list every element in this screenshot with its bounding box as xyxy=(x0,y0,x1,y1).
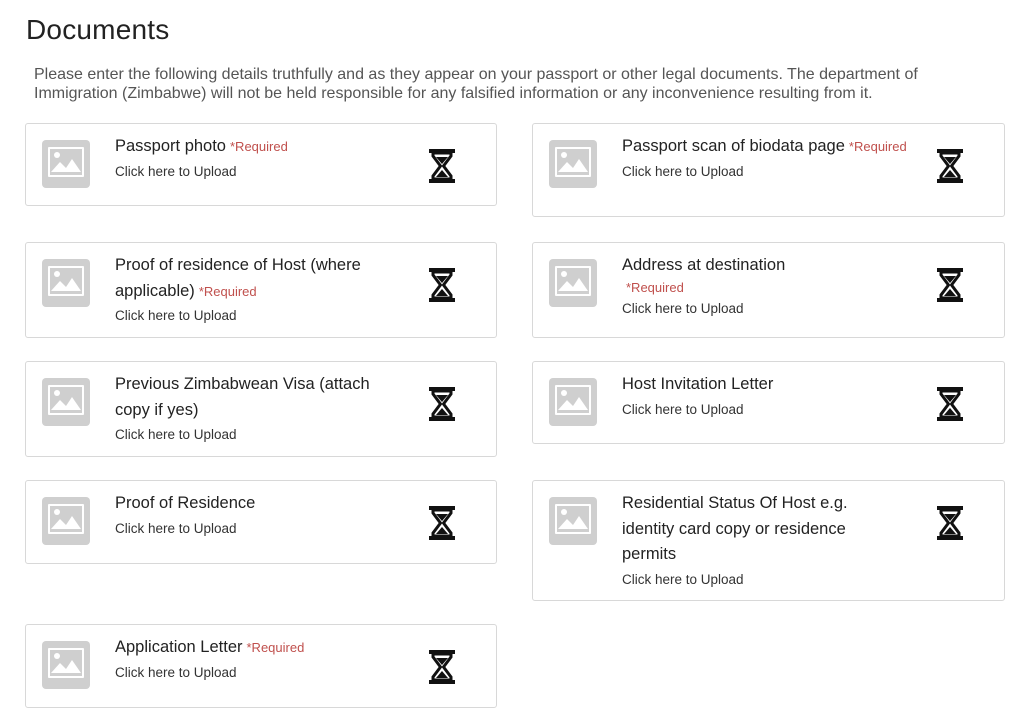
upload-card-address-destination[interactable] xyxy=(532,242,1005,338)
required-marker: *Required xyxy=(246,640,305,655)
hourglass-icon xyxy=(936,505,964,541)
upload-card-text xyxy=(115,635,406,683)
upload-card-proof-residence-host[interactable] xyxy=(25,242,497,338)
upload-card-previous-visa[interactable] xyxy=(25,361,497,457)
intro-text: Please enter the following details truthfully and as they appear on your passport or other legal documents. The department of Immigration (Zimbabwe) will not be held responsible for any falsified information or any inconvenience resulting from it. xyxy=(34,66,918,102)
required-marker: *Required xyxy=(848,139,907,154)
upload-link[interactable]: Click here to Upload xyxy=(115,427,237,442)
image-placeholder-icon xyxy=(549,378,597,426)
upload-card-text xyxy=(622,372,914,420)
upload-card-text xyxy=(622,134,914,182)
upload-card-text xyxy=(115,134,406,182)
upload-link[interactable]: Click here to Upload xyxy=(622,401,744,417)
document-label: Previous Zimbabwean Visa (attach copy if yes) xyxy=(115,375,370,419)
hourglass-icon xyxy=(936,267,964,303)
document-label: Passport photo xyxy=(115,137,226,155)
required-marker: *Required xyxy=(626,279,684,295)
upload-link[interactable]: Click here to Upload xyxy=(115,163,237,179)
image-placeholder-icon xyxy=(549,497,597,545)
hourglass-icon xyxy=(428,386,456,422)
hourglass-icon xyxy=(428,267,456,303)
document-label: Host Invitation Letter xyxy=(622,375,774,393)
upload-card-text xyxy=(622,491,854,590)
page-title: Documents xyxy=(26,14,170,45)
hourglass-icon xyxy=(428,148,456,184)
upload-card-host-invitation[interactable] xyxy=(532,361,1005,444)
document-label: Address at destination xyxy=(622,256,786,274)
document-label: Proof of residence of Host (where applicable) xyxy=(115,256,361,300)
upload-card-text xyxy=(115,372,406,445)
hourglass-icon xyxy=(428,505,456,541)
upload-link[interactable]: Click here to Upload xyxy=(115,520,237,536)
hourglass-icon xyxy=(936,386,964,422)
upload-link[interactable]: Click here to Upload xyxy=(115,664,237,680)
upload-link[interactable]: Click here to Upload xyxy=(622,571,744,587)
image-placeholder-icon xyxy=(42,497,90,545)
upload-card-proof-of-residence[interactable] xyxy=(25,480,497,564)
document-label: Proof of Residence xyxy=(115,494,256,512)
document-label: Residential Status Of Host e.g. identity card copy or residence permits xyxy=(622,494,848,563)
image-placeholder-icon xyxy=(42,378,90,426)
upload-card-residential-status-host[interactable] xyxy=(532,480,1005,601)
upload-card-text xyxy=(115,491,406,539)
image-placeholder-icon xyxy=(42,641,90,689)
image-placeholder-icon xyxy=(42,140,90,188)
image-placeholder-icon xyxy=(42,259,90,307)
upload-link[interactable]: Click here to Upload xyxy=(622,163,744,179)
document-label: Passport scan of biodata page xyxy=(622,137,845,155)
document-label: Application Letter xyxy=(115,638,243,656)
upload-card-text xyxy=(115,253,406,326)
upload-card-text xyxy=(622,253,914,319)
required-marker: *Required xyxy=(198,283,257,299)
upload-link[interactable]: Click here to Upload xyxy=(622,300,744,316)
image-placeholder-icon xyxy=(549,259,597,307)
upload-card-application-letter[interactable] xyxy=(25,624,497,708)
hourglass-icon xyxy=(936,148,964,184)
image-placeholder-icon xyxy=(549,140,597,188)
upload-card-passport-photo[interactable] xyxy=(25,123,497,206)
upload-card-passport-scan[interactable] xyxy=(532,123,1005,217)
hourglass-icon xyxy=(428,649,456,685)
upload-link[interactable]: Click here to Upload xyxy=(115,308,237,323)
required-marker: *Required xyxy=(230,139,288,154)
